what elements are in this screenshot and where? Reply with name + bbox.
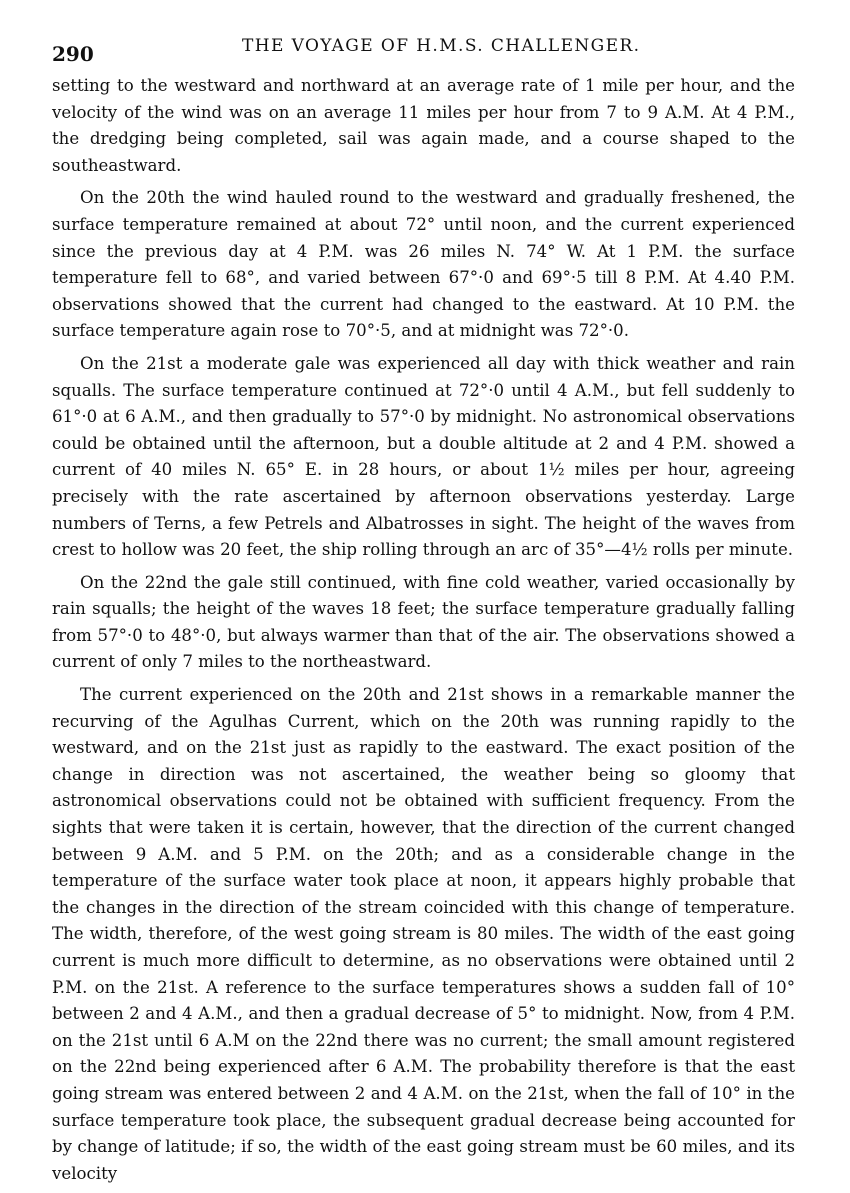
page-number: 290 (52, 42, 94, 66)
paragraph-agulhas-current: The current experienced on the 20th and 21st shows in a remarkable manner the recurving of the Agulhas Current, which on the 20th was running rapidly to the westward, and on the 21st just as rapidly to the eastward. The exact position of the change in direction was not ascertained, the weather being so gloomy that astronomical observations could not be obtained with sufficient frequency. From the sights that were taken it is certain, however, that the direction of the current changed between 9 A.M. and 5 P.M. on the 20th; and as a considerable change in the temperature of the surface water took place at noon, it appears highly probable that the changes in the direction of the stream coincided with this change of temperature. The width, therefore, of the west going stream is 80 miles. The width of the east going current is much more difficult to determine, as no observations were obtained until 2 P.M. on the 21st. A reference to the surface temperatures shows a sudden fall of 10° between 2 and 4 A.M., and then a gradual decrease of 5° to midnight. Now, from 4 P.M. on the 21st until 6 A.M on the 22nd there was no current; the small amount registered on the 22nd being experienced after 6 A.M. The probability therefore is that the east going stream was entered between 2 and 4 A.M. on the 21st, when the fall of 10° in the surface temperature took place, the subsequent gradual decrease being accounted for by change of latitude; if so, the width of the east going stream must be 60 miles, and its velocity (52, 685, 795, 1183)
running-title: THE VOYAGE OF H.M.S. CHALLENGER. (242, 36, 641, 56)
paragraph-22nd: On the 22nd the gale still continued, with fine cold weather, varied occasionally by rain squalls; the height of the waves 18 feet; the surface temperature gradually falling from 57°·0 to 48°·0, but always warmer than that of the air. The observations showed a current of only 7 miles to the northeastward. (52, 572, 795, 672)
body-text (52, 73, 795, 1193)
page-header (52, 36, 798, 66)
paragraph-continuation: setting to the westward and northward at an average rate of 1 mile per hour, and the velocity of the wind was on an average 11 miles per hour from 7 to 9 A.M. At 4 P.M., the dredging being completed, sail was again made, and a course shaped to the southeastward. (52, 76, 795, 175)
paragraph-20th: On the 20th the wind hauled round to the westward and gradually freshened, the surface temperature remained at about 72° until noon, and the current experienced since the previous day at 4 P.M. was 26 miles N. 74° W. At 1 P.M. the surface temperature fell to 68°, and varied between 67°·0 and 69°·5 till 8 P.M. At 4.40 P.M. observations showed that the current had changed to the eastward. At 10 P.M. the surface temperature again rose to 70°·5, and at midnight was 72°·0. (52, 188, 795, 341)
paragraph-21st: On the 21st a moderate gale was experienced all day with thick weather and rain squalls. The surface temperature continued at 72°·0 until 4 A.M., but fell suddenly to 61°·0 at 6 A.M., and then gradually to 57°·0 by midnight. No astronomical observations could be obtained until the afternoon, but a double altitude at 2 and 4 P.M. showed a current of 40 miles N. 65° E. in 28 hours, or about 1½ miles per hour, agreeing precisely with the rate ascertained by afternoon observations yesterday. Large numbers of Terns, a few Petrels and Albatrosses in sight. The height of the waves from crest to hollow was 20 feet, the ship rolling through an arc of 35°—4½ rolls per minute. (52, 353, 795, 560)
